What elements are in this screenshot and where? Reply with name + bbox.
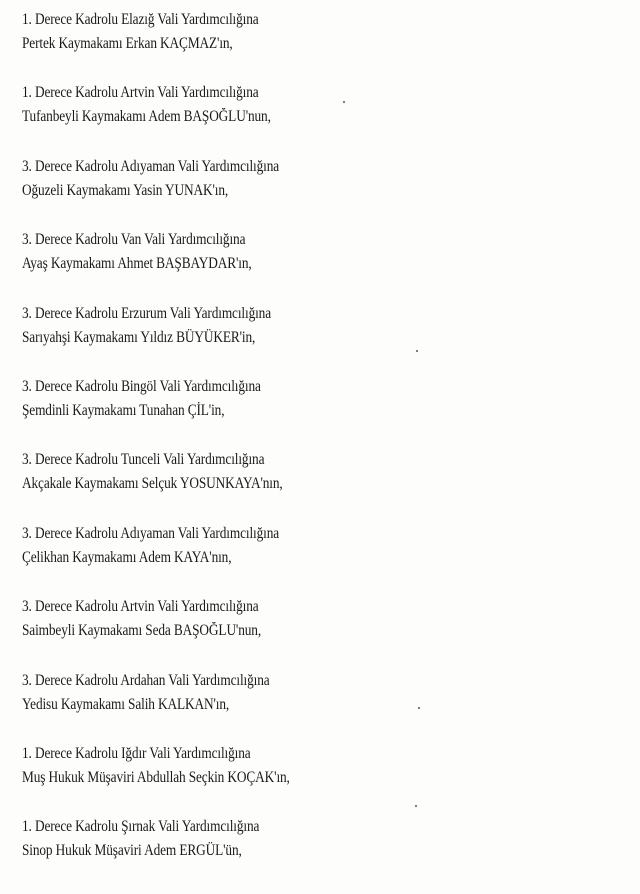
appointment-entry xyxy=(22,522,622,595)
scan-speck xyxy=(418,707,420,709)
appointment-entry xyxy=(22,815,622,888)
appointment-entry xyxy=(22,448,622,521)
appointee-line: Oğuzeli Kaymakamı Yasin YUNAK'ın, xyxy=(22,181,229,199)
position-line: 3. Derece Kadrolu Erzurum Vali Yardımcılığına xyxy=(22,304,272,322)
appointment-entry xyxy=(22,81,622,154)
position-line: 3. Derece Kadrolu Adıyaman Vali Yardımcılığına xyxy=(22,157,280,175)
position-line: 3. Derece Kadrolu Adıyaman Vali Yardımcılığına xyxy=(22,524,280,542)
position-line: 1. Derece Kadrolu Elazığ Vali Yardımcılığına xyxy=(22,11,259,28)
appointment-entry xyxy=(22,8,622,81)
appointee-line: Tufanbeyli Kaymakamı Adem BAŞOĞLU'nun, xyxy=(22,108,271,126)
appointee-line: Yedisu Kaymakamı Salih KALKAN'ın, xyxy=(22,695,230,713)
appointee-line: Sinop Hukuk Müşaviri Adem ERGÜL'ün, xyxy=(22,842,242,860)
appointment-entry xyxy=(22,742,622,815)
scan-speck xyxy=(343,101,345,103)
position-line: 3. Derece Kadrolu Tunceli Vali Yardımcılığına xyxy=(22,451,265,469)
position-line: 3. Derece Kadrolu Artvin Vali Yardımcılığına xyxy=(22,598,259,616)
appointee-line: Ayaş Kaymakamı Ahmet BAŞBAYDAR'ın, xyxy=(22,255,252,273)
position-line: 1. Derece Kadrolu Artvin Vali Yardımcılığına xyxy=(22,84,259,102)
scan-speck xyxy=(415,805,417,807)
position-line: 3. Derece Kadrolu Ardahan Vali Yardımcılığına xyxy=(22,671,270,689)
appointee-line: Sarıyahşi Kaymakamı Yıldız BÜYÜKER'in, xyxy=(22,328,256,346)
position-line: 1. Derece Kadrolu Şırnak Vali Yardımcılığına xyxy=(22,818,260,836)
appointee-line: Şemdinli Kaymakamı Tunahan ÇİL'in, xyxy=(22,401,225,419)
appointment-entry xyxy=(22,155,622,228)
appointment-entry xyxy=(22,375,622,448)
scan-speck xyxy=(416,350,418,352)
appointee-line: Çelikhan Kaymakamı Adem KAYA'nın, xyxy=(22,548,232,566)
appointee-line: Saimbeyli Kaymakamı Seda BAŞOĞLU'nun, xyxy=(22,622,262,640)
position-line: 1. Derece Kadrolu Iğdır Vali Yardımcılığına xyxy=(22,744,251,762)
appointment-list xyxy=(22,8,622,889)
appointment-entry xyxy=(22,595,622,668)
appointee-line: Pertek Kaymakamı Erkan KAÇMAZ'ın, xyxy=(22,35,233,52)
appointment-entry xyxy=(22,228,622,301)
appointment-entry xyxy=(22,669,622,742)
position-line: 3. Derece Kadrolu Bingöl Vali Yardımcılığına xyxy=(22,377,261,395)
appointee-line: Muş Hukuk Müşaviri Abdullah Seçkin KOÇAK'ın, xyxy=(22,768,290,786)
position-line: 3. Derece Kadrolu Van Vali Yardımcılığına xyxy=(22,231,246,249)
appointee-line: Akçakale Kaymakamı Selçuk YOSUNKAYA'nın, xyxy=(22,475,283,493)
appointment-entry xyxy=(22,302,622,375)
